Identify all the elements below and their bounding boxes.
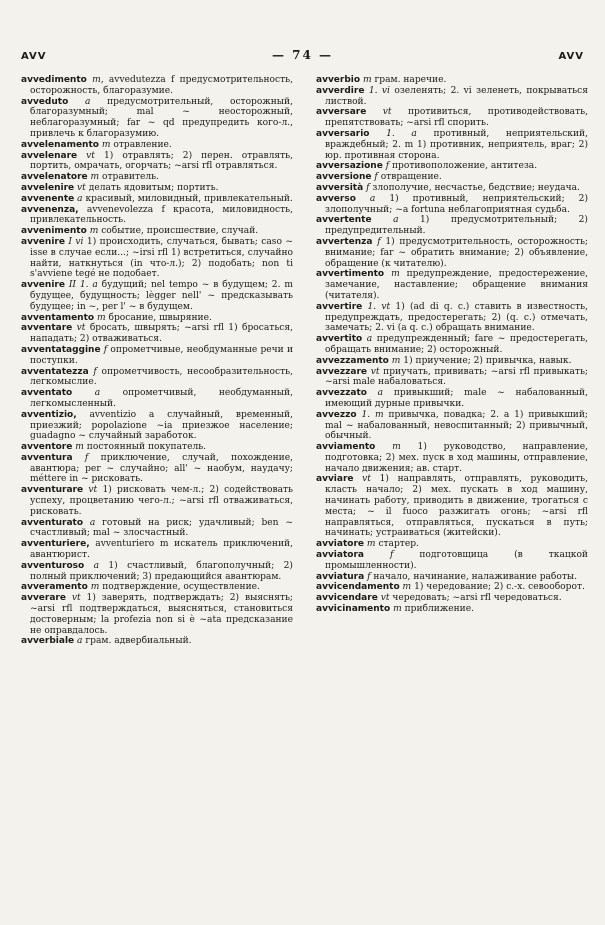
headword: avvezzare: [316, 366, 368, 377]
dictionary-entry: [316, 302, 588, 334]
grammar-label: f: [367, 571, 371, 582]
headword: avverdire: [316, 85, 365, 96]
grammar-label: a: [366, 334, 373, 345]
dictionary-entry: [316, 388, 588, 410]
headword: avvenire: [21, 236, 65, 247]
headword: avverso: [316, 193, 356, 204]
definition: 1) рисковать чем-л.; 2) содействовать успеху, процветанию чего-л.; ~arsi rfl отваживаться, рисковать.: [30, 485, 293, 517]
definition: 1) руководство, направление, подготовка; 2) мех. пуск в ход машины, отправление, начало движения; ав. старт.: [325, 442, 588, 474]
headword: avversario: [316, 128, 370, 139]
definition: 1) направлять, отправлять, руководить, класть начало; 2) мех. пускать в ход машину, начинать работу, приводить в движение, трогаться с места; ~ il fuoco разжигать огонь; ~arsi rfl направляться, отправляться, пускаться в путь; начинать; устраиваться (житейски).: [325, 474, 588, 539]
headword: avverbio: [316, 75, 361, 85]
definition: готовый на риск; удачливый; ben ~ счастливый; mal ~ злосчастный.: [30, 517, 293, 539]
definition: 1) происходить, случаться, бывать; caso ~ isse в случае если...; ~irsi rfl 1) встретиться, случайно найти, наткнуться (in что-л.); 2) подобать; non ti s'avviene tegé не подобает.: [30, 236, 293, 280]
definition: подготовщица (в ткацкой промышленности).: [325, 550, 588, 571]
headword: avvicinamento: [316, 604, 391, 615]
grammar-label: a: [89, 517, 96, 528]
dictionary-entry: [21, 636, 293, 647]
dictionary-entry: [21, 442, 293, 453]
definition: озеленять; 2. vi зеленеть, покрываться листвой.: [325, 85, 588, 107]
dictionary-entry: [316, 356, 588, 367]
dictionary-entry: [316, 172, 588, 183]
dictionary-entry: [316, 129, 588, 161]
grammar-label: a: [377, 388, 384, 399]
grammar-label: f: [385, 161, 390, 172]
headword: avverbiale: [21, 636, 75, 647]
definition: начало, начинание, налаживание работы.: [373, 571, 578, 582]
grammar-label: 1. vi: [368, 85, 390, 96]
definition: 1) счастливый, благополучный; 2) полный приключений; 3) предающийся авантюрам.: [30, 560, 293, 582]
dictionary-entry: [21, 151, 293, 173]
dictionary-entry: [21, 485, 293, 517]
grammar-label: m: [366, 539, 376, 550]
headword: avveduto: [21, 96, 69, 107]
definition: постоянный покупатель.: [86, 442, 207, 453]
dictionary-entry: [316, 194, 588, 216]
grammar-label: 1. a: [386, 128, 417, 139]
left-column: [21, 75, 293, 647]
dictionary-entry: [21, 194, 293, 205]
definition: avventuriero m искатель приключений, авантюрист.: [30, 539, 293, 561]
definition: событие, происшествие, случай.: [101, 226, 259, 237]
definition: 1) предусмотрительность, осторожность; внимание; far ~ обратить внимание; 2) объявление, обращение (к читателю).: [325, 236, 588, 269]
dictionary-entry: [316, 75, 588, 86]
dictionary-entry: [316, 442, 588, 474]
definition: 1) предусмотрительный; 2) предупредительный.: [325, 215, 588, 237]
grammar-label: m: [90, 172, 100, 183]
headword: avvelenire: [21, 182, 75, 193]
dictionary-entry: [316, 604, 588, 615]
headword: avviatora: [316, 550, 364, 561]
headword: avveramento: [21, 582, 88, 593]
grammar-label: a: [77, 193, 83, 204]
headword: avversità: [316, 182, 364, 193]
dictionary-entry: [316, 161, 588, 172]
dictionary-entry: [316, 572, 588, 583]
headword: avvenimento: [21, 226, 87, 237]
grammar-label: m: [362, 75, 372, 85]
dictionary-entry: [316, 86, 588, 108]
grammar-label: a: [84, 96, 91, 107]
headword: avviatore: [316, 539, 364, 550]
grammar-label: II 1. a: [68, 280, 98, 291]
dictionary-entry: [316, 410, 588, 442]
headword: avventare: [21, 323, 73, 334]
definition: привычка, повадка; 2. a 1) привыкший; mal ~ набалованный, невоспитанный; 2) привычный, обычный.: [325, 409, 588, 442]
definition: 1) противный, неприятельский; 2) злополучный; ~a fortuna неблагоприятная судьба.: [325, 193, 588, 215]
grammar-label: vt: [370, 366, 380, 377]
grammar-label: vt: [86, 150, 95, 161]
grammar-label: vt: [380, 593, 390, 604]
headword: avvertire: [316, 301, 363, 312]
running-head-left: AVV: [21, 51, 47, 62]
grammar-label: a: [94, 388, 101, 399]
dictionary-entry: [21, 539, 293, 561]
headword: avvicendare: [316, 593, 378, 604]
definition: подтверждение, осуществление.: [102, 582, 260, 593]
definition: будущий; nel tempo ~ в будущем; 2. m будущее, будущность; lègger nell' ~ предсказывать будущее; in ~, per l' ~ в будущем.: [30, 280, 293, 312]
headword: avventamento: [21, 312, 95, 323]
grammar-label: vt: [77, 182, 86, 193]
dictionary-entry: [21, 205, 293, 227]
definition: опрометчивость, несообразительность, легкомыслие.: [30, 366, 293, 388]
dictionary-entry: [316, 550, 588, 572]
headword: avventore: [21, 442, 73, 453]
dictionary-entry: [316, 582, 588, 593]
definition: предупрежденный; fare ~ предостерегать, обращать внимание; 2) осторожный.: [325, 334, 588, 355]
definition: отвращение.: [380, 172, 442, 183]
grammar-label: a: [93, 560, 99, 571]
grammar-label: a: [393, 215, 399, 226]
headword: avvelenamento: [21, 139, 99, 150]
definition: приключение, случай, похождение, авантюра; per ~ случайно; all' ~ наобум, наудачу; méttere in ~ рисковать.: [30, 452, 293, 485]
headword: avvenente: [21, 193, 75, 204]
dictionary-entry: [21, 388, 293, 410]
dictionary-entry: [316, 215, 588, 237]
grammar-label: f: [366, 182, 370, 193]
dictionary-entry: [21, 280, 293, 312]
headword: avventurare: [21, 485, 84, 496]
dictionary-entry: [21, 323, 293, 345]
definition: противоположение, антитеза.: [391, 161, 538, 172]
headword: avvenenza,: [21, 204, 79, 215]
headword: avvezzamento: [316, 355, 389, 366]
definition: отравление.: [113, 139, 172, 150]
grammar-label: m: [402, 582, 412, 593]
grammar-label: m: [391, 269, 400, 280]
page-number: — 74 —: [271, 48, 334, 62]
headword: avvezzato: [316, 388, 367, 399]
dictionary-entry: [21, 75, 293, 97]
grammar-label: vt: [88, 485, 98, 496]
grammar-label: f: [374, 172, 378, 183]
headword: avvertenza: [316, 236, 373, 247]
headword: avventizio,: [21, 409, 77, 420]
definition: злополучие, несчастье, бедствие; неудача.: [372, 182, 580, 193]
definition: avvedutezza f предусмотрительность, осторожность, благоразумие.: [30, 75, 293, 96]
grammar-label: vt: [382, 107, 392, 118]
headword: avversare: [316, 107, 367, 118]
dictionary-entry: [21, 140, 293, 151]
headword: avventura: [21, 452, 73, 463]
headword: avvezzo: [316, 409, 357, 420]
definition: avvenevolezza f красота, миловидность, привлекательность.: [30, 204, 293, 226]
dictionary-entry: [316, 269, 588, 301]
dictionary-entry: [21, 237, 293, 280]
dictionary-entry: [316, 237, 588, 269]
definition: 1) чередование; 2) с.-х. севооборот.: [414, 582, 585, 593]
definition: делать ядовитым; портить.: [88, 182, 219, 193]
running-head-right: AVV: [558, 51, 584, 62]
definition: avventizio a случайный, временный, приезжий; popolazione ~ia приезжое население; guadagno ~ случайный заработок.: [30, 409, 293, 442]
grammar-label: m: [96, 312, 106, 323]
definition: приучать, прививать; ~arsi rfl привыкать; ~arsi male набаловаться.: [325, 366, 588, 388]
right-column: [316, 75, 588, 615]
headword: avventatezza: [21, 366, 89, 377]
definition: бросать, швырять; ~arsi rfl 1) бросаться, нападать; 2) отваживаться.: [30, 323, 293, 345]
grammar-label: I vi: [68, 236, 84, 247]
headword: avvicendamento: [316, 582, 400, 593]
definition: чередовать; ~arsi rfl чередоваться.: [392, 593, 562, 604]
headword: avviamento: [316, 442, 376, 453]
definition: противиться, противодействовать, препятствовать; ~arsi rfl спорить.: [325, 107, 588, 129]
grammar-label: m: [75, 442, 84, 453]
dictionary-entry: [21, 367, 293, 389]
dictionary-entry: [316, 474, 588, 539]
dictionary-entry: [21, 97, 293, 140]
headword: avverare: [21, 593, 66, 604]
definition: 1) заверять, подтверждать; 2) выяснять; ~arsi rfl подтверждаться, выясняться, становиться достоверным; la profezia non si è ~ata предсказание не оправдалось.: [30, 593, 293, 636]
definition: предусмотрительный, осторожный, благоразумный; mal ~ неосторожный, неблагоразумный; far ~ qd предупредить кого-л., привлечь к благоразумию.: [30, 96, 293, 139]
definition: противный, неприятельский, враждебный; 2. m 1) противник, неприятель, враг; 2) юр. противная сторона.: [325, 128, 588, 161]
grammar-label: f: [93, 366, 97, 377]
headword: avviatura: [316, 571, 365, 582]
headword: avvertito: [316, 334, 363, 345]
grammar-label: 1. m: [361, 409, 384, 420]
definition: стартер.: [378, 539, 419, 550]
definition: приближение.: [404, 604, 475, 615]
dictionary-entry: [21, 518, 293, 540]
dictionary-entry: [316, 107, 588, 129]
definition: грам. адвербиальный.: [85, 636, 192, 647]
definition: 1) приучение; 2) привычка, навык.: [403, 355, 572, 366]
definition: предупреждение, предостережение, замечание, наставление; обращение внимания (читателя).: [325, 269, 588, 301]
definition: 1) (ad di q. c.) ставить в известность, предупреждать, предостерегать; 2) (q. c.) отмечать, замечать; 2. vi (a q. c.) обращать внимание.: [325, 301, 588, 334]
grammar-label: vt: [76, 323, 86, 334]
dictionary-entry: [21, 410, 293, 442]
dictionary-entry: [316, 593, 588, 604]
headword: avventataggine: [21, 344, 101, 355]
grammar-label: a: [369, 193, 376, 204]
headword: avventuroso: [21, 560, 85, 571]
headword: avviare: [316, 474, 354, 485]
dictionary-entry: [21, 172, 293, 183]
grammar-label: vt: [362, 474, 371, 485]
grammar-label: m: [89, 226, 99, 237]
grammar-label: f: [377, 236, 381, 247]
grammar-label: m: [391, 355, 401, 366]
headword: avvertente: [316, 215, 372, 226]
dictionary-entry: [21, 561, 293, 583]
grammar-label: m: [392, 442, 401, 453]
dictionary-entry: [316, 539, 588, 550]
grammar-label: vt: [71, 593, 81, 604]
grammar-label: f: [84, 452, 89, 463]
headword: avversazione: [316, 161, 383, 172]
dictionary-entry: [316, 183, 588, 194]
headword: avvedimento: [21, 75, 87, 85]
definition: красивый, миловидный, привлекательный.: [85, 193, 293, 204]
headword: avvelenare: [21, 150, 78, 161]
definition: бросание, швыряние.: [108, 312, 212, 323]
definition: опрометчивые, необдуманные речи и поступки.: [30, 344, 293, 366]
dictionary-entry: [21, 345, 293, 367]
headword: avversione: [316, 172, 372, 183]
grammar-label: m: [90, 582, 100, 593]
definition: опрометчивый, необдуманный, легкомысленный.: [30, 388, 293, 409]
headword: avventurato: [21, 517, 84, 528]
grammar-label: m: [101, 139, 111, 150]
grammar-label: m,: [92, 75, 104, 85]
headword: avvenire: [21, 280, 65, 291]
grammar-label: f: [389, 550, 394, 561]
dictionary-entry: [21, 313, 293, 324]
dictionary-entry: [21, 582, 293, 593]
dictionary-entry: [316, 334, 588, 356]
definition: привыкший; male ~ набалованный, имеющий дурные привычки.: [325, 388, 588, 409]
definition: 1) отравлять; 2) перен. отравлять, портить, омрачать, огорчать; ~arsi rfl отравляться.: [30, 150, 293, 172]
definition: отравитель.: [102, 172, 160, 183]
headword: avventuriere,: [21, 539, 90, 550]
dictionary-entry: [21, 453, 293, 485]
dictionary-entry: [21, 593, 293, 636]
dictionary-entry: [21, 183, 293, 194]
grammar-label: 1. vt: [367, 301, 391, 312]
grammar-label: a: [77, 636, 83, 647]
headword: avvertimento: [316, 269, 385, 280]
dictionary-entry: [316, 367, 588, 389]
grammar-label: m: [393, 604, 402, 615]
headword: avvelenatore: [21, 172, 88, 183]
definition: грам. наречие.: [374, 75, 447, 85]
headword: avventato: [21, 388, 73, 399]
dictionary-entry: [21, 226, 293, 237]
grammar-label: f: [103, 344, 108, 355]
